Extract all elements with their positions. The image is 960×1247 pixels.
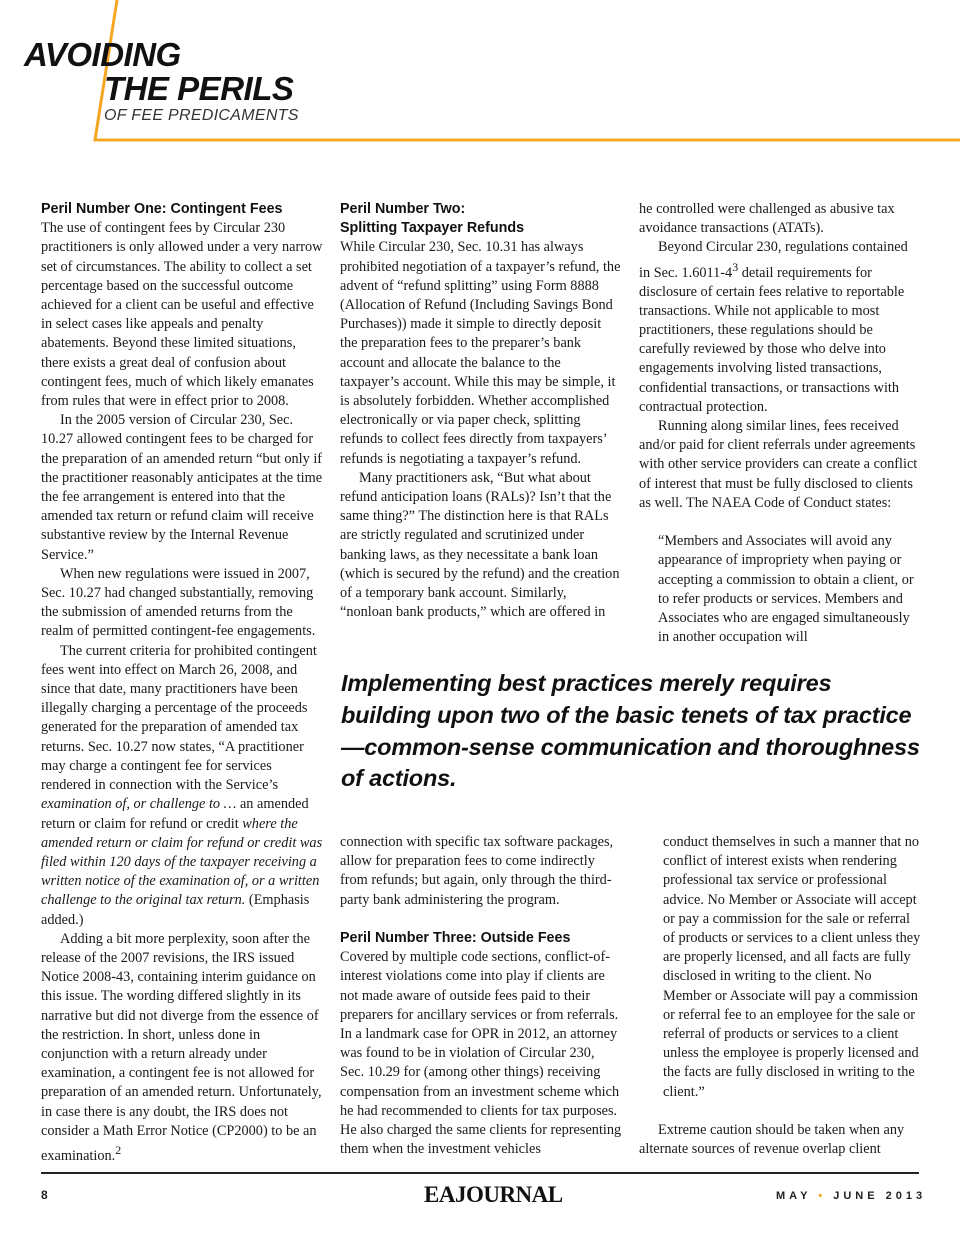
paragraph: he controlled were challenged as abusive tax avoidance transactions (ATATs). xyxy=(639,201,895,237)
page-number: 8 xyxy=(41,1188,48,1202)
text-run: The current criteria for prohibited contingent fees went into effect on March 26, 2008, and since that date, many practitioners have been illegally charging a percentage of the proceeds generated for the preparation of amended tax returns. Sec. 10.27 now states, “A practitioner may charge a contingent fee for services rendered in connection with the Service’s xyxy=(41,642,317,794)
paragraph: In the 2005 version of Circular 230, Sec. 10.27 allowed contingent fees to be charged for the preparation of an amended return “but only if the practitioner reasonably anticipates at the time the fee arrangement is entered into that the amended tax return or refund claim will receive substantive review by the Internal Revenue Service.” xyxy=(41,412,323,563)
text-run: an amended return or claim for refund or credit xyxy=(41,796,309,832)
text-run: detail requirements for disclosure of certain fees relative to reportable transactions. While not applicable to most practitioners, these regulations should be carefully reviewed by those who delve into engagements involving listed transactions, confidential transactions, or transactions with contractual protection. xyxy=(639,264,905,415)
paragraph: When new regulations were issued in 2007, Sec. 10.27 had changed substantially, removing the submission of amended returns from the realm of permitted contingent-fee engagements. xyxy=(41,565,316,640)
footnote-ref: 2 xyxy=(115,1142,122,1157)
paragraph: The use of contingent fees by Circular 230 practitioners is only allowed under a very narrow set of circumstances. The ability to collect a set percentage based on the successful outcome achieved for a client can be useful and effective in select cases like appeals and penalty abatements. Beyond these limited situations, there exists a great deal of confusion about contingent fees, much of which likely emanates from rules that were in effect prior to 2008. xyxy=(41,220,323,410)
code-of-conduct-quote-continued: conduct themselves in such a manner that no conflict of interest exists when rendering professional tax service or professional advice. No Member or Associate will accept or pay a commission for the sale or referral of products or services to a client unless they are properly licensed, and all facts are fully disclosed in writing to the client. No Member or Associate will pay a commission or referral fee to an employee for the sale or referral of products or services to a client unless the employee is properly licensed and the facts are fully disclosed in writing to the client.” xyxy=(663,834,921,1100)
column-5 xyxy=(639,833,921,1159)
issue-month-year: JUNE 2013 xyxy=(833,1190,927,1202)
article-header xyxy=(0,0,960,150)
emphasis-text: where the amended return or claim for refund or credit was filed within 120 days of the taxpayer receiving a written notice of the examination of, or a written challenge to the original tax return. xyxy=(41,815,323,909)
pull-quote: Implementing best practices merely requires building upon two of the basic tenets of tax practice—common-sense communication and thoroughness of actions. xyxy=(341,670,920,792)
paragraph: Running along similar lines, fees received and/or paid for client referrals under agreements with other service providers can create a conflict of interest that must be fully disclosed to clients as well. The NAEA Code of Conduct states: xyxy=(639,418,918,511)
column-2 xyxy=(340,200,622,622)
paragraph: Extreme caution should be taken when any alternate sources of revenue overlap client xyxy=(639,1122,905,1158)
title-line-2: THE PERILS xyxy=(104,70,294,107)
footnote-ref: 3 xyxy=(732,259,739,274)
footer-rule xyxy=(41,1172,919,1174)
column-4 xyxy=(340,833,622,1159)
journal-logo: EAJOURNAL xyxy=(424,1182,563,1207)
title-line-1: AVOIDING xyxy=(24,36,181,73)
issue-month: MAY xyxy=(776,1190,812,1202)
column-1 xyxy=(41,200,323,1166)
paragraph xyxy=(41,930,323,1166)
section-heading-peril-one: Peril Number One: Contingent Fees xyxy=(41,201,283,217)
spacer xyxy=(340,910,622,929)
paragraph: While Circular 230, Sec. 10.31 has always prohibited negotiation of a taxpayer’s refund, the advent of “refund splitting” using Form 8888 (Allocation of Refund (Including Savings Bond Purchases)) made it simple to directly deposit the preparation fees to the preparer’s bank account and allocate the balance to the taxpayer’s account. While this may be simple, it is absolutely forbidden. Whether accomplished electronically or via paper check, splitting refunds to collect fees directly from taxpayers’ refunds is negotiating a taxpayer’s refund. xyxy=(340,239,621,467)
column-3 xyxy=(639,200,921,647)
separator-dot: • xyxy=(818,1190,827,1202)
issue-date xyxy=(776,1190,926,1202)
emphasis-text: examination of, or challenge to … xyxy=(41,796,237,813)
heading-line: Peril Number Two: xyxy=(340,201,466,217)
paragraph xyxy=(41,642,323,930)
code-of-conduct-quote: “Members and Associates will avoid any appearance of impropriety when paying or accepting a commission to obtain a client, or to refer products or services. Members and Associates who are engaged simultaneously in another occupation will xyxy=(658,533,914,646)
heading-line: Splitting Taxpayer Refunds xyxy=(340,220,525,237)
paragraph: connection with specific tax software packages, allow for preparation fees to come indirectly from refunds; but again, only through the third-party bank administering the program. xyxy=(340,834,614,908)
section-heading-peril-three: Peril Number Three: Outside Fees xyxy=(340,930,571,946)
text-run: (Emphasis added.) xyxy=(41,892,310,928)
paragraph xyxy=(639,238,921,417)
text-run: Beyond Circular 230, regulations contained in Sec. 1.6011-4 xyxy=(639,239,908,281)
spacer xyxy=(639,1102,921,1121)
subtitle: OF FEE PREDICAMENTS xyxy=(104,107,299,124)
section-heading-peril-two xyxy=(340,200,622,238)
text-run: Adding a bit more perplexity, soon after the release of the 2007 revisions, the IRS issued Notice 2008-43, containing interim guidance on this issue. The wording differed slightly in its narrative but did not diverge from the essence of the restriction. In short, unless done in conjunction with a return already under examination, a contingent fee is not allowed for preparation of an amended return. Unfortunately, in case there is any doubt, the IRS does not consider a Math Error Notice (CP2000) to be an examination. xyxy=(41,930,322,1164)
spacer xyxy=(639,513,921,532)
paragraph: Many practitioners ask, “But what about refund anticipation loans (RALs)? Isn’t that the same thing?” The distinction here is that RALs are strictly regulated and scrutinized under banking laws, as they necessitate a bank loan (which is secured by the refund) and the creation of a temporary bank account. Similarly, “nonloan bank products,” which are offered in xyxy=(340,469,620,621)
paragraph: Covered by multiple code sections, conflict-of-interest violations come into play if clients are not made aware of outside fees paid to their preparers for ancillary services or from referrals. In a landmark case for OPR in 2012, an attorney was found to be in violation of Circular 230, Sec. 10.29 for (among other things) receiving compensation from an investment scheme which he had recommended to clients for tax purposes. He also charged the same clients for representing them when the investment vehicles xyxy=(340,949,622,1158)
